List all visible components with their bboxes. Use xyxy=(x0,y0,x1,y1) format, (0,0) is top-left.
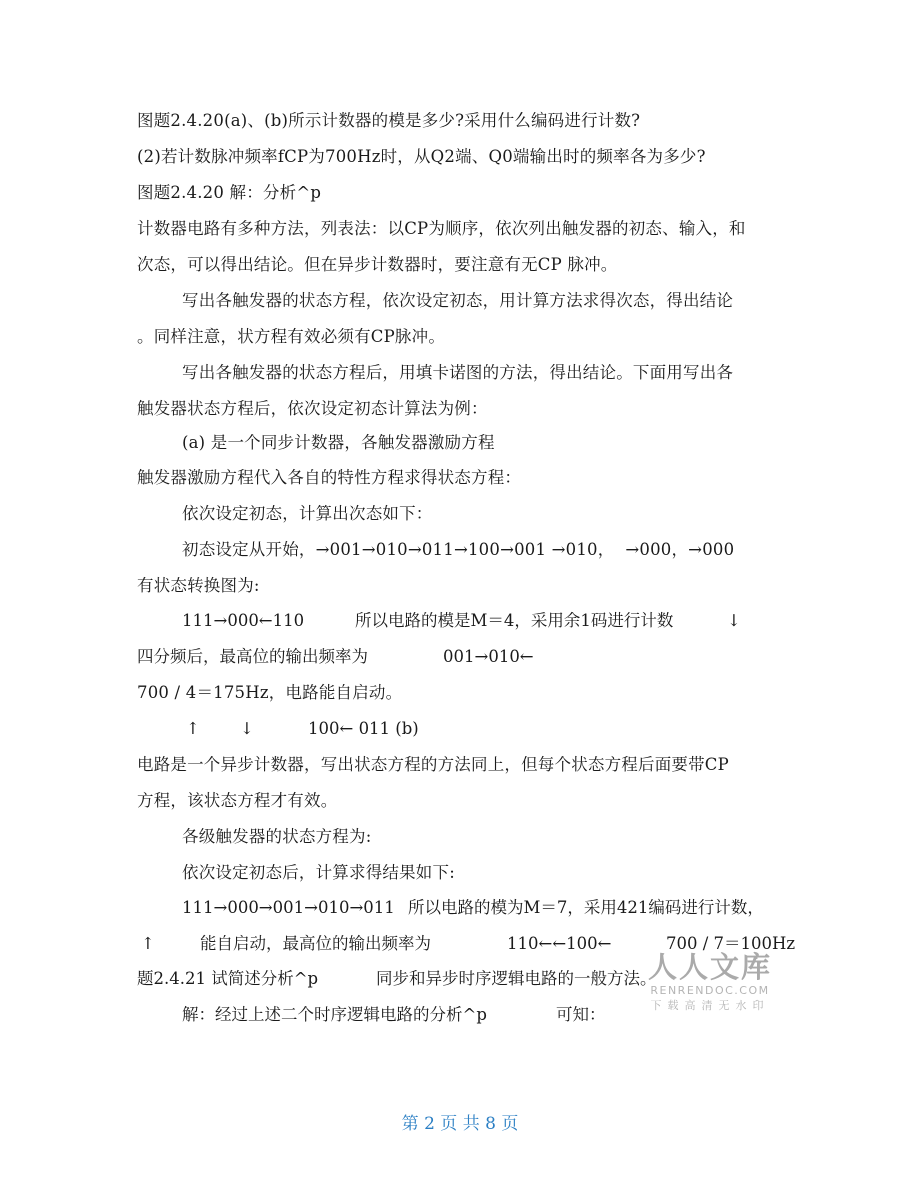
arrow-up-glyph: ↑ xyxy=(186,719,200,738)
frequency-result-segment: 700 / 7＝100Hz xyxy=(666,934,796,953)
question-2-4-20-line-1: 图题2.4.20(a)、(b)所示计数器的模是多少?采用什么编码进行计数? xyxy=(137,111,641,130)
paragraph-line: 写出各触发器的状态方程后，用填卡诺图的方法，得出结论。下面用写出各 xyxy=(182,363,734,382)
paragraph-segment: 四分频后，最高位的输出频率为 xyxy=(137,647,368,666)
question-2-4-20-line-2: (2)若计数脉冲频率fCP为700Hz时，从Q2端、Q0端输出时的频率各为多少? xyxy=(137,147,706,166)
paragraph-line: 触发器激励方程代入各自的特性方程求得状态方程： xyxy=(137,468,522,487)
state-diagram-segment: 001→010← xyxy=(443,647,534,666)
paragraph-line: 方程，该状态方程才有效。 xyxy=(137,791,338,810)
answer-heading: 图题2.4.20 解：分析^p xyxy=(137,183,322,202)
paragraph-line: 各级触发器的状态方程为: xyxy=(182,827,372,846)
state-sequence-segment: 111→000→001→010→011 xyxy=(182,898,395,917)
paragraph-segment: 所以电路的模为M＝7，采用421编码进行计数， xyxy=(408,898,764,917)
state-diagram-segment: 110←←100← xyxy=(507,934,612,953)
paragraph-segment: 所以电路的模是M＝4，采用余1码进行计数 xyxy=(355,611,674,630)
state-diagram-segment: 111→000←110 xyxy=(182,611,305,630)
question-2-4-21-segment: 题2.4.21 试简述分析^p xyxy=(137,969,319,988)
arrow-up-glyph: ↑ xyxy=(141,934,155,953)
paragraph-line: 写出各触发器的状态方程，依次设定初态，用计算方法求得次态，得出结论 xyxy=(182,291,734,310)
paragraph-line: 电路是一个异步计数器，写出状态方程的方法同上，但每个状态方程后面要带CP xyxy=(137,755,729,774)
arrow-down-glyph: ↓ xyxy=(240,719,254,738)
paragraph-segment: 能自启动，最高位的输出频率为 xyxy=(200,934,431,953)
paragraph-line: 依次设定初态，计算出次态如下： xyxy=(182,504,433,523)
paragraph-segment: 可知： xyxy=(556,1005,606,1024)
arrow-down-glyph: ↓ xyxy=(727,611,741,630)
paragraph-line: 计数器电路有多种方法，列表法：以CP为顺序，依次列出触发器的初态、输入，和 xyxy=(137,219,746,238)
paragraph-segment: 同步和异步时序逻辑电路的一般方法。 xyxy=(376,969,657,988)
paragraph-segment: 解：经过上述二个时序逻辑电路的分析^p xyxy=(182,1005,487,1024)
page-footer: 第 2 页 共 8 页 xyxy=(401,1114,519,1134)
paragraph-line: (a) 是一个同步计数器，各触发器激励方程 xyxy=(182,433,495,452)
paragraph-line: 触发器状态方程后，依次设定初态计算法为例： xyxy=(137,399,488,418)
state-sequence-line: 初态设定从开始，→001→010→011→100→001 →010， →000，→000 xyxy=(182,540,735,559)
paragraph-line: 依次设定初态后，计算求得结果如下: xyxy=(182,863,455,882)
watermark-subtitle: 下载高清无水印 xyxy=(650,999,770,1012)
watermark-logo xyxy=(640,950,780,1014)
watermark-domain: RENRENDOC.COM xyxy=(650,984,770,997)
paragraph-line: 有状态转换图为: xyxy=(137,576,260,595)
paragraph-line: 。同样注意，状方程有效必须有CP脉冲。 xyxy=(137,327,446,346)
state-diagram-segment: 100← 011 (b) xyxy=(308,719,419,738)
paragraph-line: 次态，可以得出结论。但在异步计数器时，要注意有无CP 脉冲。 xyxy=(137,255,618,274)
watermark-title: 人人文库 xyxy=(647,950,772,984)
paragraph-line: 700 / 4＝175Hz，电路能自启动。 xyxy=(137,683,403,702)
